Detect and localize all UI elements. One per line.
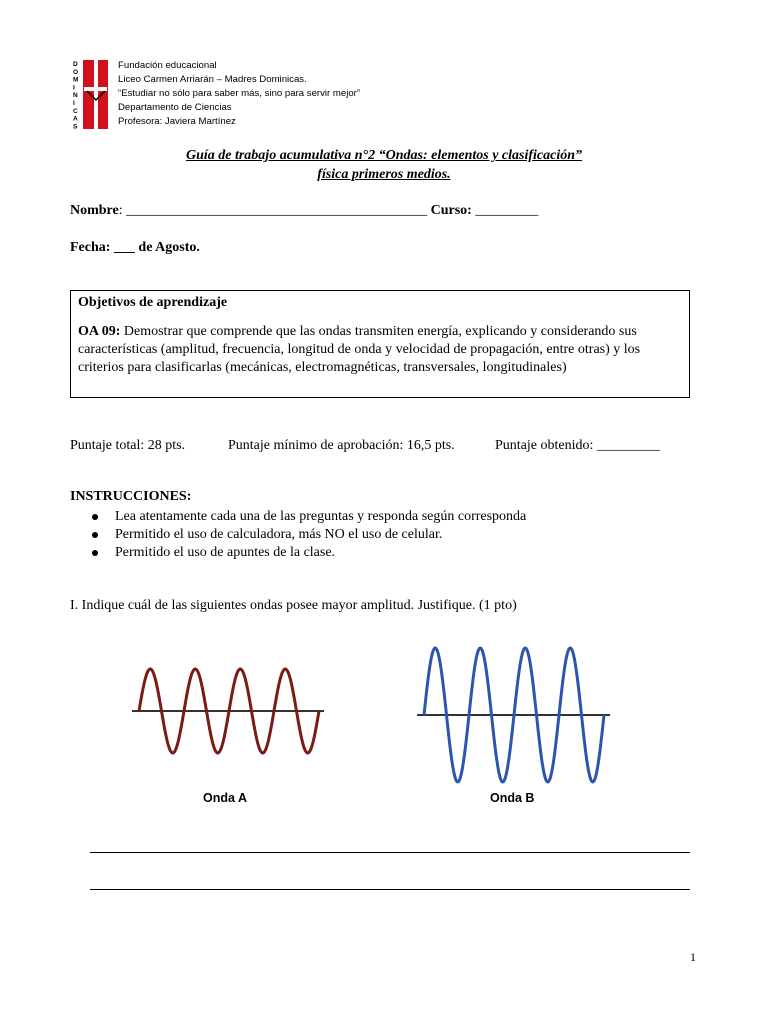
teacher-line: Profesora: Javiera Martínez: [118, 116, 236, 127]
name-blank[interactable]: : ___________________________________________: [118, 203, 428, 218]
school-logo: [70, 58, 110, 131]
objective-code: OA 09:: [78, 324, 121, 339]
logo-letter: O: [73, 68, 79, 76]
obtained-score[interactable]: Puntaje obtenido: _________: [495, 438, 660, 453]
total-score: Puntaje total: 28 pts.: [70, 438, 186, 453]
score-row: [70, 438, 660, 454]
wave-b-label: Onda B: [490, 791, 535, 805]
answer-line-2[interactable]: [90, 889, 690, 890]
logo-letter: D: [73, 61, 78, 68]
page-number: 1: [690, 950, 696, 964]
motto-line: “Estudiar no sólo para saber más, sino para servir mejor”: [118, 88, 361, 99]
instruction-item: Permitido el uso de calculadora, más NO el uso de celular.: [89, 526, 526, 544]
objectives-title: Objetivos de aprendizaje: [78, 295, 228, 310]
minimum-score: Puntaje mínimo de aprobación: 16,5 pts.: [228, 438, 455, 453]
worksheet-title-line2: física primeros medios.: [317, 167, 451, 182]
answer-line-1[interactable]: [90, 852, 690, 853]
instruction-item: Lea atentamente cada una de las preguntas y responda según corresponda: [89, 508, 526, 526]
wave-a-figure: [125, 655, 340, 770]
logo-letter: M: [73, 76, 79, 84]
name-label: Nombre: [70, 203, 119, 218]
school-name-line: Liceo Carmen Arriarán – Madres Dominicas.: [118, 74, 307, 85]
objective-oa09: [78, 323, 682, 377]
school-info: [118, 59, 360, 129]
department-line: Departamento de Ciencias: [118, 102, 232, 113]
instruction-item: Permitido el uso de apuntes de la clase.: [89, 544, 526, 562]
logo-letter: I: [73, 84, 75, 92]
logo-letter: I: [73, 100, 75, 107]
question-1: I. Indique cuál de las siguientes ondas posee mayor amplitud. Justifique. (1 pto): [70, 598, 517, 613]
name-course-row: [70, 203, 538, 219]
instructions-list: [89, 508, 526, 562]
logo-letter: N: [73, 92, 78, 100]
worksheet-title-line1: Guía de trabajo acumulativa n°2 “Ondas: elementos y clasificación”: [185, 148, 583, 163]
logo-letter: C: [73, 107, 78, 115]
date-field[interactable]: Fecha: ___ de Agosto.: [70, 240, 200, 255]
objectives-box: [70, 290, 690, 398]
course-label: Curso:: [430, 203, 472, 218]
wave-b-figure: [410, 640, 615, 785]
foundation-line: Fundación educacional: [118, 60, 217, 71]
wave-a-label: Onda A: [203, 791, 247, 805]
logo-letter: A: [73, 115, 78, 123]
instructions-title: INSTRUCCIONES:: [70, 489, 192, 504]
objective-text: Demostrar que comprende que las ondas transmiten energía, explicando y considerando sus características (amplitud, frecuencia, longitud de onda y velocidad de propagación, entre otras) y los criterios para clasificarlas (mecánicas, electromagnéticas, transversales, longitudinales): [78, 324, 641, 375]
course-blank[interactable]: _________: [475, 203, 539, 218]
logo-letter: S: [73, 123, 78, 131]
